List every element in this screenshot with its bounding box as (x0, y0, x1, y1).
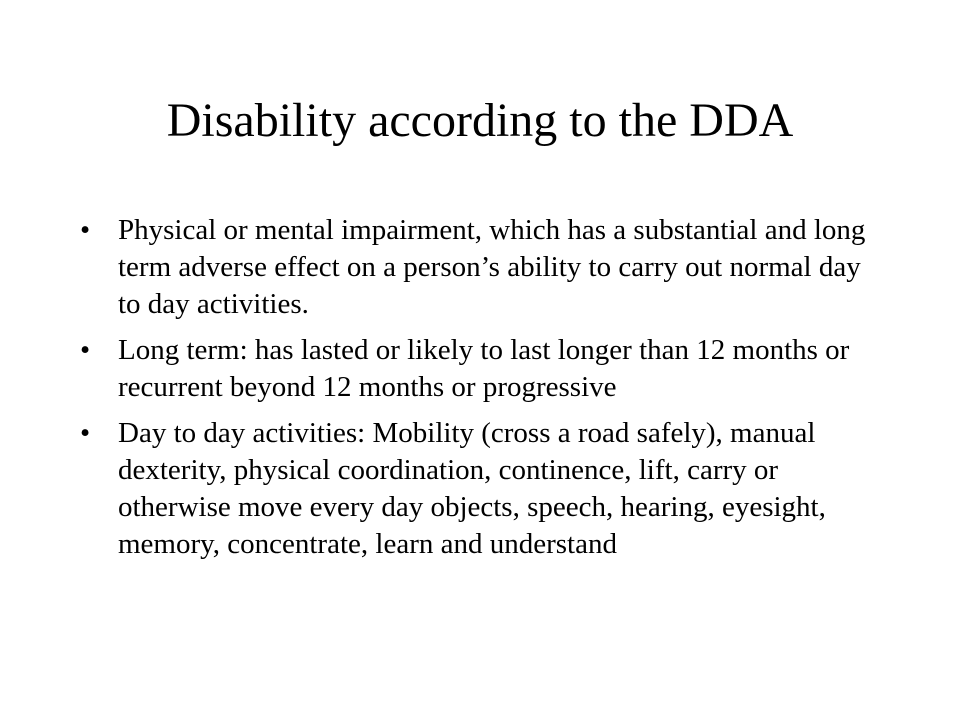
bullet-icon: • (80, 214, 91, 246)
bullet-item-day-to-day (80, 415, 870, 563)
slide-title: Disability according to the DDA (166, 94, 794, 147)
bullet-item-impairment (80, 212, 870, 323)
bullet-text: Long term: has lasted or likely to last longer than 12 months or recurrent beyond 12 months or progressive (118, 334, 850, 403)
bullet-text: Day to day activities: Mobility (cross a road safely), manual dexterity, physical coordination, continence, lift, carry or otherwise move every day objects, speech, hearing, eyesight, memory, concentrate, learn and understand (118, 417, 826, 560)
bullet-item-long-term (80, 332, 870, 406)
bullet-icon: • (80, 417, 91, 449)
bullet-list (80, 212, 870, 572)
bullet-icon: • (80, 334, 91, 366)
bullet-text: Physical or mental impairment, which has a substantial and long term adverse effect on a person’s ability to carry out normal day to day activities. (118, 214, 866, 320)
